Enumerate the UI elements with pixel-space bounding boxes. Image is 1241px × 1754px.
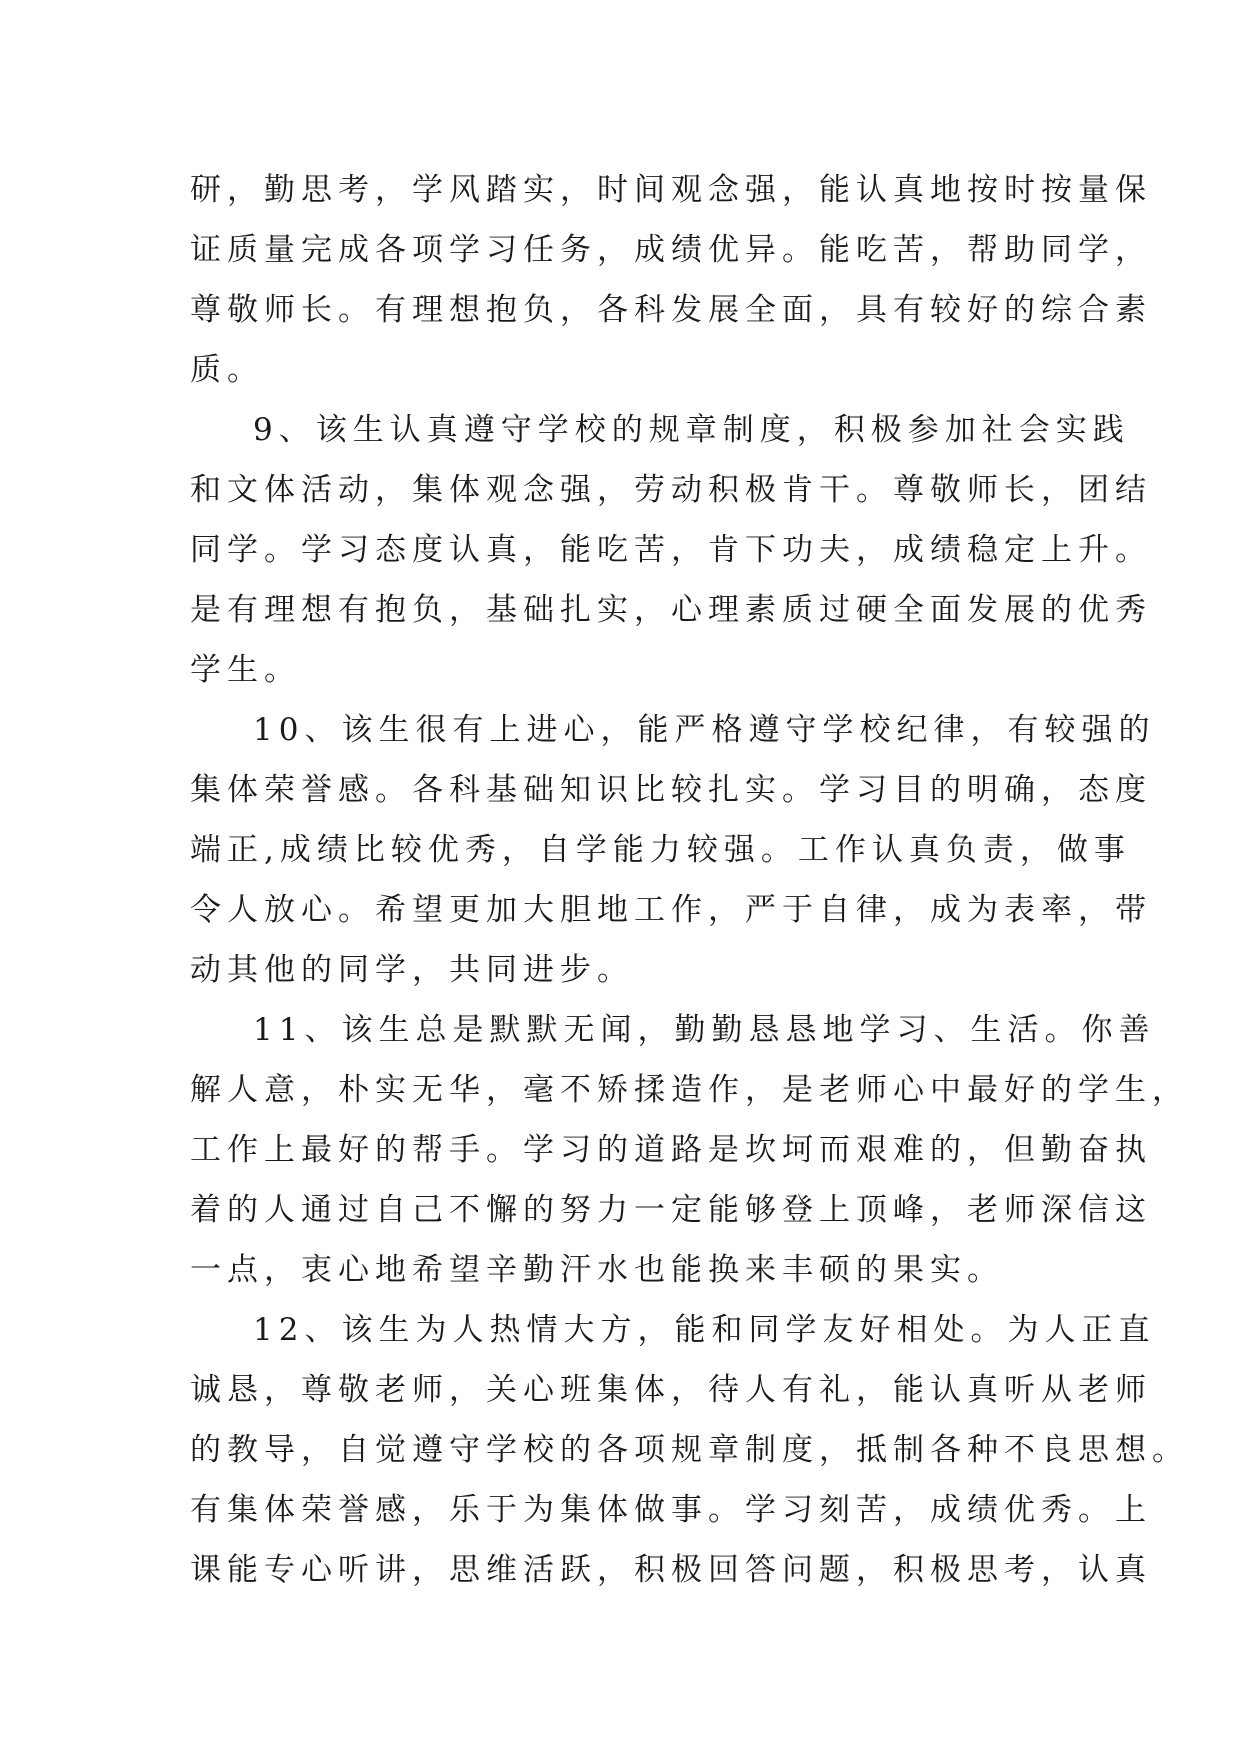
text-line: 令人放心。希望更加大胆地工作，严于自律，成为表率，带 [190,892,1152,928]
text-line: 质。 [190,352,264,388]
text-line: 学生。 [190,652,301,688]
text-line: 10、该生很有上进心，能严格遵守学校纪律，有较强的 [253,712,1156,748]
text-line: 9、该生认真遵守学校的规章制度，积极参加社会实践 [253,412,1130,448]
text-line: 研，勤思考，学风踏实，时间观念强，能认真地按时按量保 [190,172,1152,208]
paragraph-10 [190,700,1156,1000]
text-line: 有集体荣誉感，乐于为集体做事。学习刻苦，成绩优秀。上 [190,1492,1152,1528]
paragraph-11 [190,1000,1189,1300]
text-line: 动其他的同学，共同进步。 [190,952,634,988]
paragraph-9 [190,400,1152,700]
paragraph-8-continued [190,160,1152,400]
text-line: 工作上最好的帮手。学习的道路是坎坷而艰难的，但勤奋执 [190,1132,1152,1168]
text-line: 解人意，朴实无华，毫不矫揉造作，是老师心中最好的学生， [190,1072,1189,1108]
text-line: 和文体活动，集体观念强，劳动积极肯干。尊敬师长，团结 [190,472,1152,508]
text-line: 同学。学习态度认真，能吃苦，肯下功夫，成绩稳定上升。 [190,532,1152,568]
text-line: 11、该生总是默默无闻，勤勤恳恳地学习、生活。你善 [253,1012,1156,1048]
paragraph-12 [190,1300,1189,1600]
text-line: 证质量完成各项学习任务，成绩优异。能吃苦，帮助同学， [190,232,1152,268]
text-line: 集体荣誉感。各科基础知识比较扎实。学习目的明确，态度 [190,772,1152,808]
text-line: 端正,成绩比较优秀，自学能力较强。工作认真负责，做事 [190,832,1131,868]
text-line: 是有理想有抱负，基础扎实，心理素质过硬全面发展的优秀 [190,592,1152,628]
text-line: 尊敬师长。有理想抱负，各科发展全面，具有较好的综合素 [190,292,1152,328]
text-line: 的教导，自觉遵守学校的各项规章制度，抵制各种不良思想。 [190,1432,1189,1468]
text-line: 课能专心听讲，思维活跃，积极回答问题，积极思考，认真 [190,1552,1152,1588]
text-line: 一点，衷心地希望辛勤汗水也能换来丰硕的果实。 [190,1252,1004,1288]
document-body [190,160,1189,1600]
text-line: 12、该生为人热情大方，能和同学友好相处。为人正直 [253,1312,1156,1348]
text-line: 诚恳，尊敬老师，关心班集体，待人有礼，能认真听从老师 [190,1372,1152,1408]
text-line: 着的人通过自己不懈的努力一定能够登上顶峰，老师深信这 [190,1192,1152,1228]
